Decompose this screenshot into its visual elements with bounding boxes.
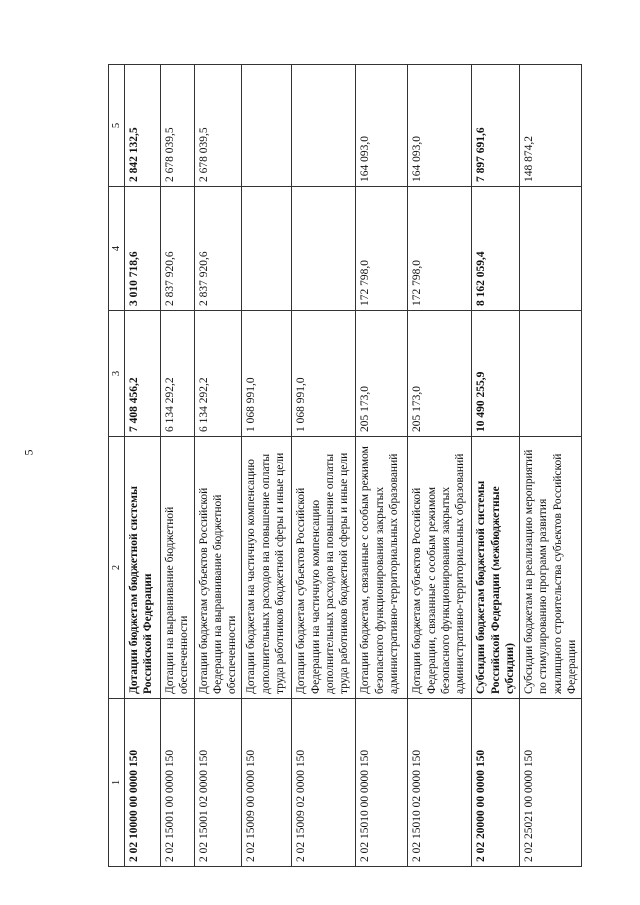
row-name: Субсидии бюджетам на реализацию мероприятий по стимулированию программ развития жилищного строительства субъектов Российской Федерации	[520, 437, 582, 699]
row-code: 2 02 20000 00 0000 150	[472, 699, 520, 867]
table-row	[194, 65, 242, 867]
row-value-col4: 3 010 718,6	[125, 187, 161, 311]
column-header-3: 3	[109, 311, 125, 437]
row-value-col3: 7 408 456,2	[125, 311, 161, 437]
row-name: Дотации бюджетам бюджетной системы Российской Федерации	[125, 437, 161, 699]
row-value-col4: 172 798,0	[408, 187, 472, 311]
row-value-col5: 2 678 039,5	[194, 65, 242, 187]
row-code: 2 02 15009 00 0000 150	[242, 699, 292, 867]
row-code: 2 02 15001 02 0000 150	[194, 699, 242, 867]
row-name: Дотации бюджетам на частичную компенсацию дополнительных расходов на повышение оплаты труда работников бюджетной сферы и иные цели	[242, 437, 292, 699]
row-value-col5	[292, 65, 356, 187]
row-name: Дотации бюджетам субъектов Российской Федерации, связанные с особым режимом безопасного функционирования закрытых административно-территориальных образований	[408, 437, 472, 699]
row-value-col3: 6 134 292,2	[194, 311, 242, 437]
row-value-col3: 205 173,0	[408, 311, 472, 437]
column-header-5: 5	[109, 65, 125, 187]
table-row	[161, 65, 195, 867]
row-value-col4	[292, 187, 356, 311]
row-code: 2 02 15010 02 0000 150	[408, 699, 472, 867]
row-value-col3: 205 173,0	[356, 311, 408, 437]
row-value-col5: 2 678 039,5	[161, 65, 195, 187]
row-code: 2 02 10000 00 0000 150	[125, 699, 161, 867]
row-name: Дотации бюджетам субъектов Российской Федерации на частичную компенсацию дополнительных расходов на повышение оплаты труда работников бюджетной сферы и иные цели	[292, 437, 356, 699]
row-code: 2 02 25021 00 0000 150	[520, 699, 582, 867]
table-row	[292, 65, 356, 867]
row-value-col4	[520, 187, 582, 311]
row-value-col4	[242, 187, 292, 311]
table-row	[408, 65, 472, 867]
row-value-col5: 2 842 132,5	[125, 65, 161, 187]
row-code: 2 02 15009 02 0000 150	[292, 699, 356, 867]
row-value-col3: 10 490 255,9	[472, 311, 520, 437]
row-value-col5: 164 093,0	[356, 65, 408, 187]
table-row	[242, 65, 292, 867]
row-name: Дотации на выравнивание бюджетной обеспеченности	[161, 437, 195, 699]
page-number: 5	[21, 449, 36, 456]
table-row	[356, 65, 408, 867]
row-value-col4: 2 837 920,6	[194, 187, 242, 311]
row-value-col3: 1 068 991,0	[292, 311, 356, 437]
column-header-4: 4	[109, 187, 125, 311]
row-value-col5: 148 874,2	[520, 65, 582, 187]
row-name: Дотации бюджетам, связанные с особым режимом безопасного функционирования закрытых административно-территориальных образований	[356, 437, 408, 699]
row-name: Субсидии бюджетам бюджетной системы Российской Федерации (межбюджетные субсидии)	[472, 437, 520, 699]
rotated-page-content	[108, 65, 578, 867]
table-container	[108, 65, 578, 867]
table-header-row	[109, 65, 125, 867]
row-name: Дотации бюджетам субъектов Российской Федерации на выравнивание бюджетной обеспеченности	[194, 437, 242, 699]
row-code: 2 02 15010 00 0000 150	[356, 699, 408, 867]
row-value-col5	[242, 65, 292, 187]
row-value-col4: 8 162 059,4	[472, 187, 520, 311]
column-header-1: 1	[109, 699, 125, 867]
row-code: 2 02 15001 00 0000 150	[161, 699, 195, 867]
row-value-col3	[520, 311, 582, 437]
budget-revenue-table	[108, 64, 582, 867]
row-value-col5: 7 897 691,6	[472, 65, 520, 187]
row-value-col3: 1 068 991,0	[242, 311, 292, 437]
row-value-col4: 2 837 920,6	[161, 187, 195, 311]
row-value-col5: 164 093,0	[408, 65, 472, 187]
table-row	[472, 65, 520, 867]
column-header-2: 2	[109, 437, 125, 699]
table-row	[125, 65, 161, 867]
table-row	[520, 65, 582, 867]
row-value-col4: 172 798,0	[356, 187, 408, 311]
row-value-col3: 6 134 292,2	[161, 311, 195, 437]
